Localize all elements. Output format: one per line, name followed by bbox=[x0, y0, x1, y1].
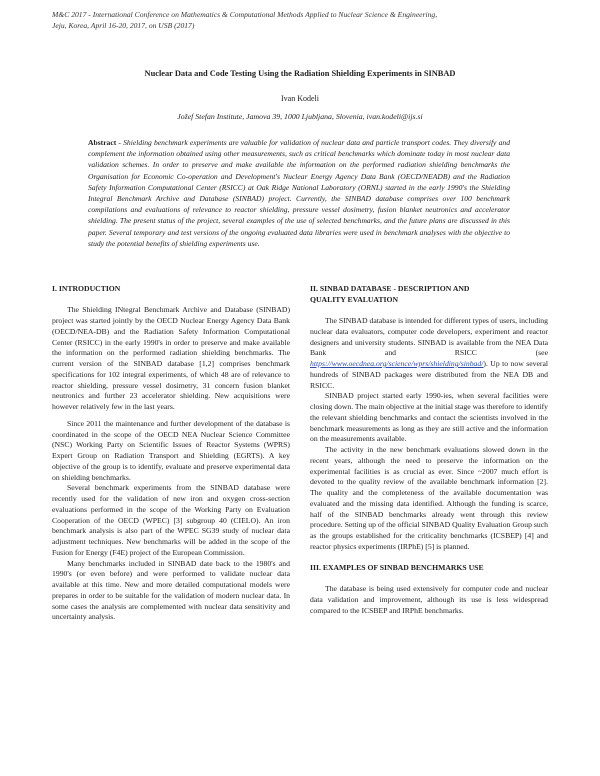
abstract-text: - Shielding benchmark experiments are valuable for validation of nuclear data and particle transport codes. They diversify and complement the information obtained using other measurements, such as critical benchmarks which dominate today in most nuclear data validation schemes. In order to preserve and make available the information on the performed radiation shielding benchmarks the Organisation for Economic Co-operation and Development's Nuclear Energy Agency Data Bank (OECD/NEADB) and the Radiation Safety Information Computational Center (RSICC) at Oak Ridge National Laboratory (ORNL) started in the early 1990's the Shielding Integral Benchmark Archive and Database (SINBAD) project. Currently, the SINBAD database comprises over 100 benchmark compilations and evaluations of relevance to reactor shielding, pressure vessel dosimetry, fusion blanket neutronics and accelerator shielding. The present status of the project, several examples of the use of selected benchmarks, and the future plans are discussed in this paper. Several temporary and test versions of the ongoing evaluated data libraries were used in benchmark analyses with the objective to study the potential benefits of shielding experiments use. bbox=[88, 138, 510, 248]
section-heading-database bbox=[310, 284, 548, 306]
sinbad-link[interactable]: https://www.oecdnea.org/science/wprs/shielding/sinbad/ bbox=[310, 359, 484, 368]
paragraph-text: ). Up to now several hundreds of SINBAD packages were distributed from the NEA DB and RSICC. bbox=[310, 359, 548, 390]
intro-paragraph: Since 2011 the maintenance and further development of the database is coordinated in the scope of the OECD NEA Nuclear Science Committee (NSC) Working Party on Scientific Issues of Reactor Systems (WPRS) Expert Group on Radiation Transport and Shielding (EGRTS). A key objective of the group is to identify, evaluate and preserve experimental data on shielding benchmarks. bbox=[52, 418, 290, 482]
intro-paragraph: Several benchmark experiments from the SINBAD database were recently used for the validation of new iron and oxygen cross-section evaluations performed in the scope of the Working Party on Evaluation Cooperation of the OECD (WPEC) [3] subgroup 40 (CIELO). An iron benchmark analysis is also part of the WPEC SG39 study of nuclear data adjustment techniques. New benchmarks will be added in the scope of the Fusion for Energy (F4E) project of the European Commission. bbox=[52, 483, 290, 557]
conference-line-2: Jeju, Korea, April 16-20, 2017, on USB (2017) bbox=[52, 20, 195, 30]
abstract bbox=[88, 137, 510, 249]
intro-paragraph: The Shielding INtegral Benchmark Archive and Database (SINBAD) project was started jointly by the OECD Nuclear Energy Agency Data Bank (OECD/NEA-DB) and the Radiation Safety Information Computational Center (RSICC) in the early 1990's in order to preserve and make available the information on the performed radiation shielding benchmarks. The current version of the SINBAD database [1,2] comprises benchmark specifications for 102 integral experiments, of which 48 are of relevance to reactor shielding, pressure vessel dosimetry, 31 concern fusion blanket neutronics and further 23 accelerator shielding. New acquisitions were however relatively few in the last years. bbox=[52, 305, 290, 411]
section-heading-introduction: I. INTRODUCTION bbox=[52, 284, 121, 293]
author-name: Ivan Kodeli bbox=[281, 94, 319, 103]
database-paragraph: The activity in the new benchmark evaluations slowed down in the recent years, although the need to preserve the information on the experimental facilities is as crucial as ever. Since ~2007 much effort is devoted to the quality review of the available benchmark information [2]. The quality and the completeness of the available documentation was evaluated and the missing data identified. Although the funding is scarce, half of the SINBAD benchmarks already went through this review procedure. Setting up of the official SINBAD Quality Evaluation Group such as the groups established for the criticality benchmarks (ICSBEP) [4] and reactor physics experiments (IRPhE) [5] is planned. bbox=[310, 445, 548, 551]
examples-paragraph: The database is being used extensively for computer code and nuclear data validation and improvement, although its use is less widespread compared to the ICSBEP and IRPhE benchmarks. bbox=[310, 584, 548, 615]
database-paragraph: SINBAD project started early 1990-ies, when several facilities were closing down. The main objective at the initial stage was therefore to identify the relevant shielding benchmarks and contact the scientists involved in the benchmark measurements as long as they are still active and the information on the measurements available. bbox=[310, 391, 548, 444]
conference-line-1: M&C 2017 - International Conference on Mathematics & Computational Methods Applied to Nuclear Science & Engineering, bbox=[52, 10, 438, 19]
abstract-label: Abstract bbox=[88, 138, 117, 147]
author-affiliation: Jožef Stefan Institute, Jamova 39, 1000 Ljubljana, Slovenia, ivan.kodeli@ijs.si bbox=[177, 112, 423, 121]
section-heading-line: QUALITY EVALUATION bbox=[310, 294, 399, 304]
section-heading-line: II. SINBAD DATABASE - DESCRIPTION AND bbox=[310, 284, 470, 293]
right-column bbox=[310, 284, 548, 617]
section-heading-examples: III. EXAMPLES OF SINBAD BENCHMARKS USE bbox=[310, 563, 484, 572]
database-paragraph bbox=[310, 316, 548, 391]
left-column bbox=[52, 284, 290, 623]
paragraph-text: The SINBAD database is intended for different types of users, including nuclear data evaluators, computer code developers, experiment and reactor designers and university students. SINBAD is available from the NEA Data Bank and RSICC (see bbox=[310, 316, 548, 358]
intro-paragraph: Many benchmarks included in SINBAD date back to the 1980's and 1990's (or even before) and were performed to validate nuclear data available at this time. New and more detailed computational models were prepares in order to be suitable for the validation of modern nuclear data. In some cases the analysis are complemented with nuclear data sensitivity and uncertainty analysis. bbox=[52, 558, 290, 622]
paper-title: Nuclear Data and Code Testing Using the Radiation Shielding Experiments in SINBAD bbox=[144, 69, 456, 78]
conference-header bbox=[52, 10, 552, 31]
